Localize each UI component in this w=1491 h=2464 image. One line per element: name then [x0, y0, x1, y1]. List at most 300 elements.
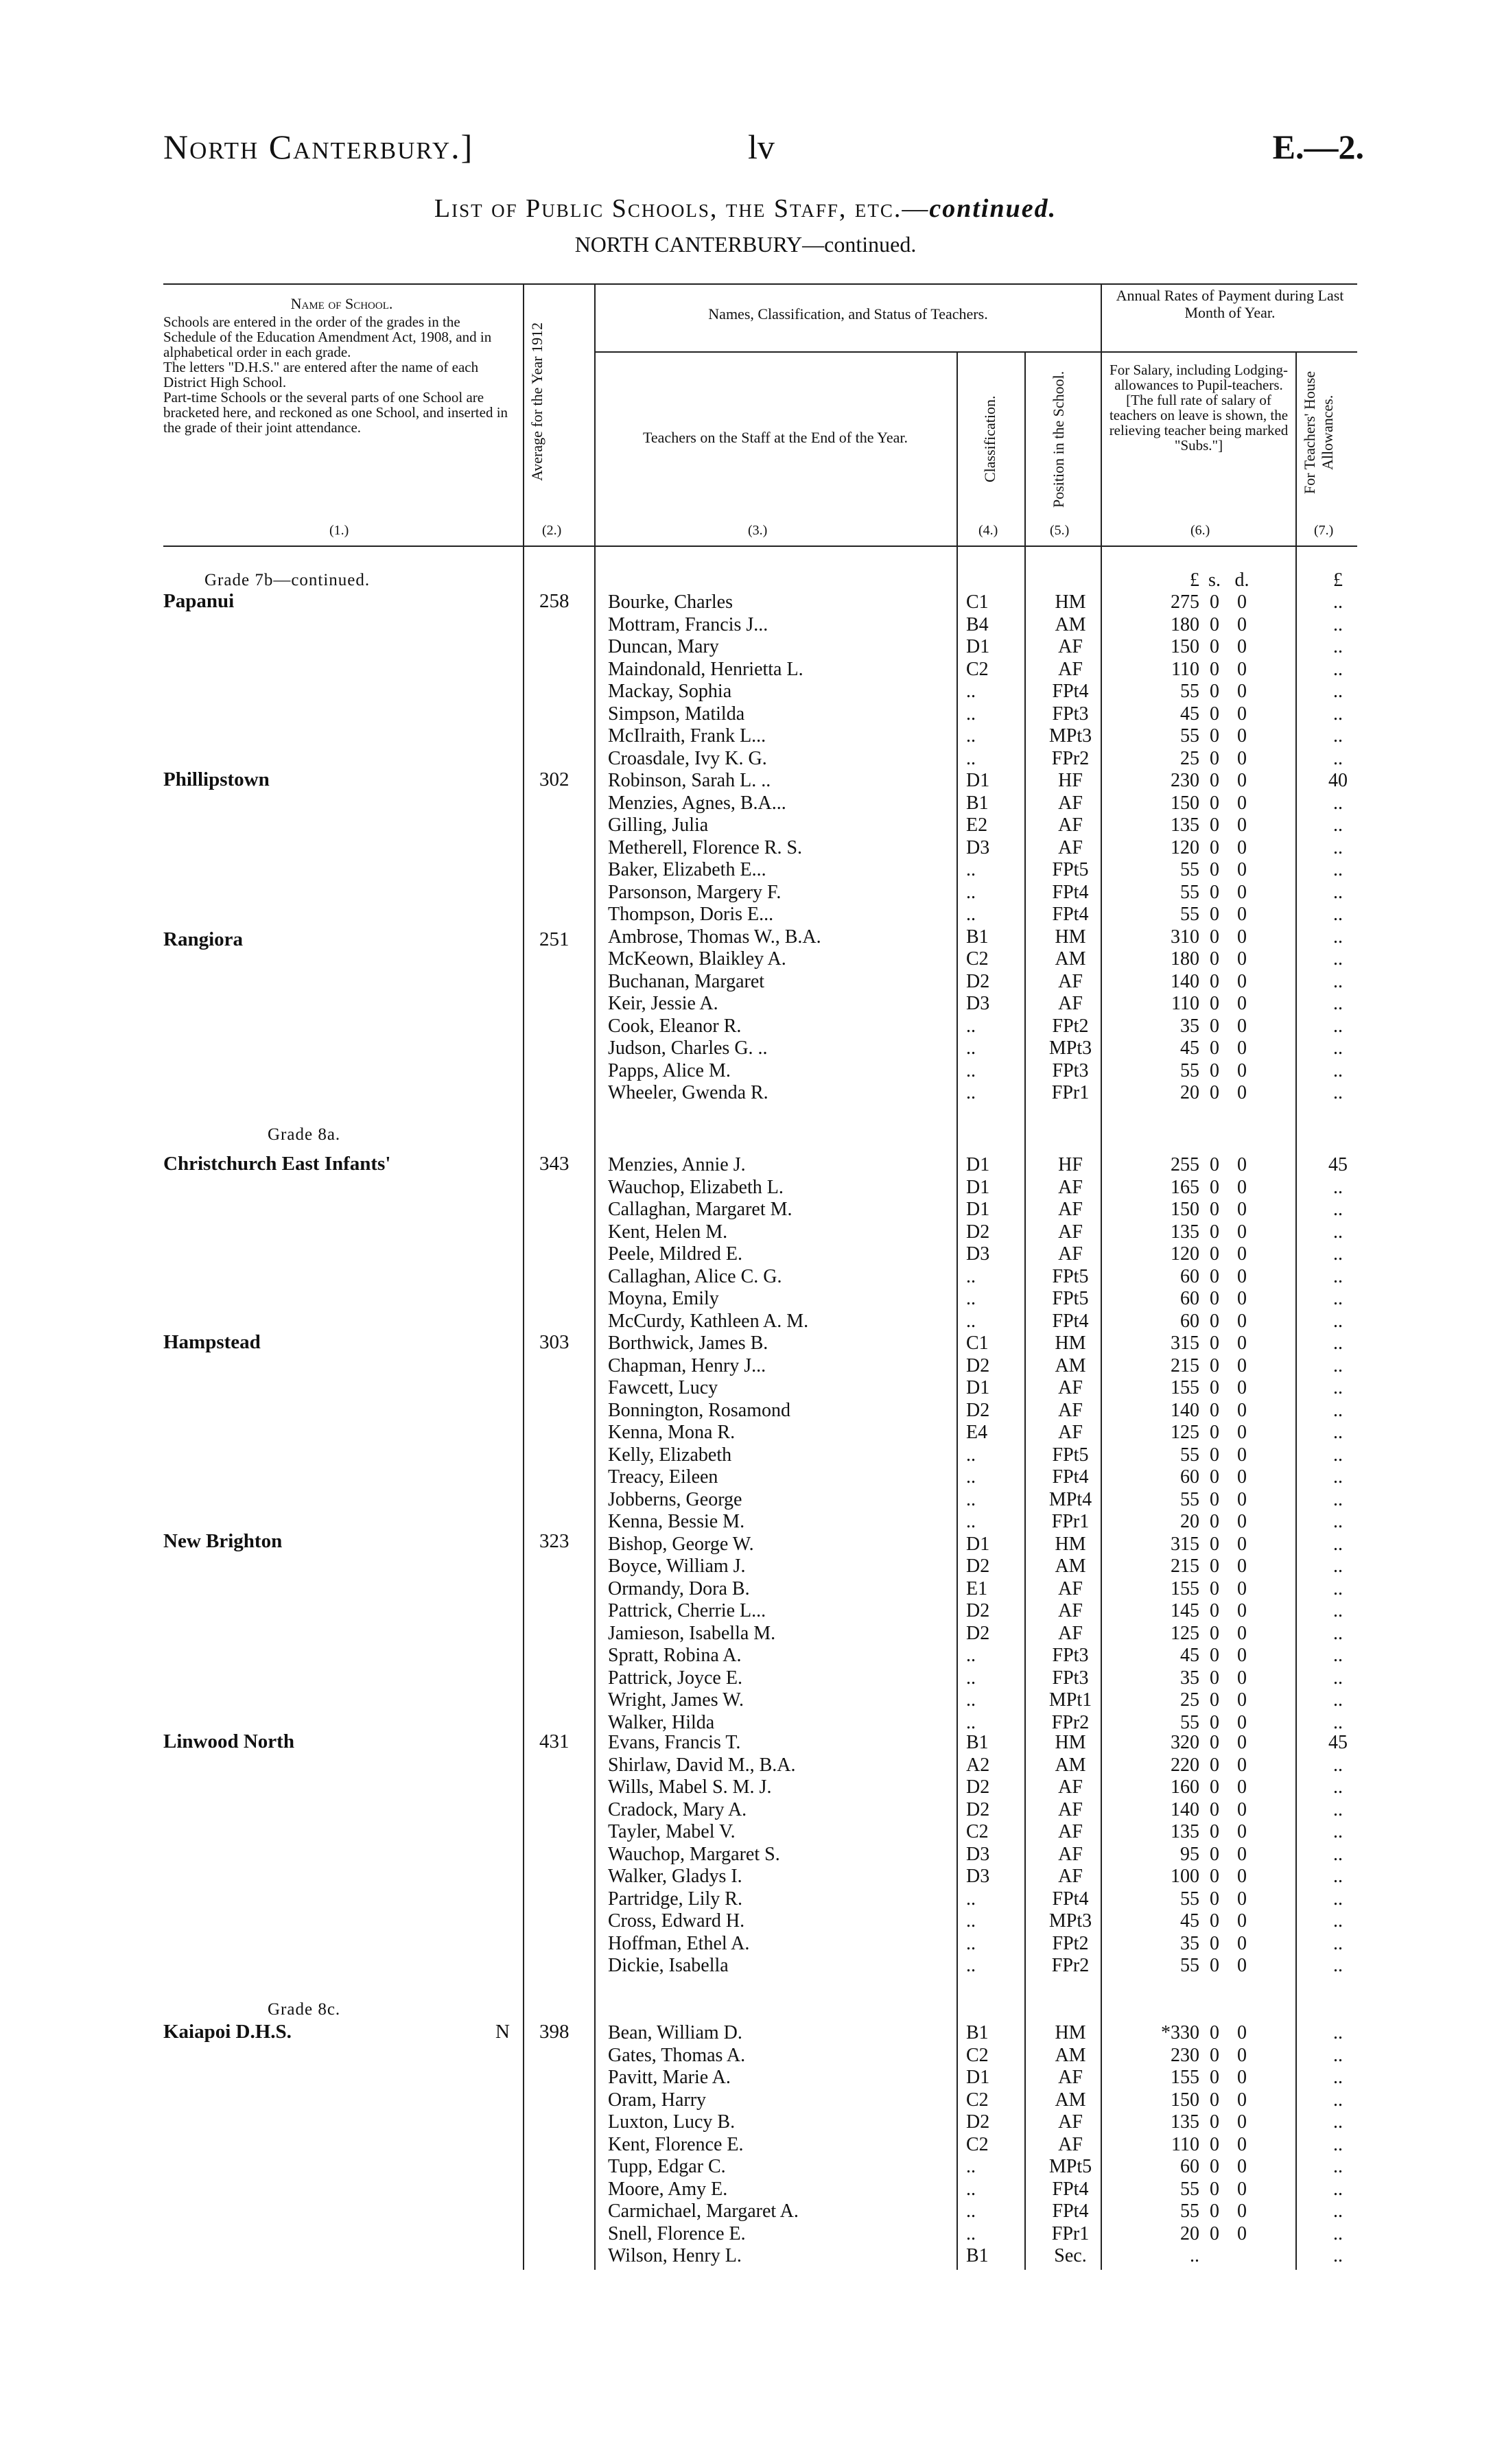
teacher-row: [0, 1060, 1491, 1082]
teacher-position: HM: [1055, 926, 1086, 948]
salary-shillings: 0: [1210, 681, 1219, 702]
teacher-row: [0, 591, 1491, 613]
teacher-name: Snell, Florence E.: [608, 2223, 746, 2244]
teacher-row: [0, 1556, 1491, 1577]
teacher-classification: ..: [966, 1667, 976, 1689]
teacher-row: [0, 2134, 1491, 2156]
teacher-position: FPt4: [1052, 1466, 1089, 1488]
teacher-name: Wills, Mabel S. M. J.: [608, 1776, 772, 1798]
house-allowance: ..: [1333, 2022, 1343, 2043]
salary-pence: 0: [1237, 859, 1247, 880]
salary-pence: 0: [1237, 2201, 1247, 2222]
teacher-classification: D2: [966, 2111, 990, 2133]
salary-pounds: 150: [1171, 793, 1199, 814]
salary-pounds: 25: [1180, 748, 1199, 769]
salary-pounds: *330: [1161, 2022, 1199, 2043]
teacher-position: FPt5: [1052, 859, 1089, 880]
teacher-name: Boyce, William J.: [608, 1556, 746, 1577]
teacher-classification: D2: [966, 1355, 990, 1376]
rates-group-rule: [1101, 351, 1357, 353]
house-allowance: ..: [1333, 1016, 1343, 1037]
salary-pence: 0: [1237, 1199, 1247, 1220]
teacher-name: Cradock, Mary A.: [608, 1799, 747, 1820]
salary-pence: 0: [1237, 681, 1247, 702]
teacher-classification: B4: [966, 614, 989, 635]
school-average: 323: [539, 1530, 570, 1552]
teacher-row: [0, 1712, 1491, 1734]
school-average: 302: [539, 768, 570, 790]
salary-pence: 0: [1237, 1955, 1247, 1976]
house-allowance: ..: [1333, 1060, 1343, 1081]
salary-pounds: 55: [1180, 1060, 1199, 1081]
house-allowance: ..: [1333, 1755, 1343, 1776]
teacher-classification: ..: [966, 748, 976, 769]
teacher-position: MPt3: [1048, 1910, 1092, 1932]
teacher-position: MPt1: [1048, 1689, 1092, 1711]
house-allowance: ..: [1333, 1199, 1343, 1220]
salary-shillings: 0: [1210, 1910, 1219, 1932]
salary-shillings: 0: [1210, 591, 1219, 613]
teacher-classification: ..: [966, 1444, 976, 1466]
salary-pence: 0: [1237, 1082, 1247, 1103]
house-allowance: ..: [1333, 1422, 1343, 1443]
teacher-row: [0, 1732, 1491, 1754]
teacher-row: [0, 1082, 1491, 1104]
teacher-row: [0, 2245, 1491, 2267]
teacher-classification: D2: [966, 1556, 990, 1577]
house-allowance: ..: [1333, 2067, 1343, 2088]
teacher-row: [0, 1466, 1491, 1488]
teacher-row: [0, 725, 1491, 747]
salary-pence: 0: [1237, 1776, 1247, 1798]
salary-pence: 0: [1237, 770, 1247, 791]
teacher-position: FPt4: [1052, 1888, 1089, 1910]
page-title: List of Public Schools, the Staff, etc.—continued.: [434, 194, 1057, 223]
teacher-classification: ..: [966, 1266, 976, 1287]
salary-shillings: 0: [1210, 1333, 1219, 1354]
teacher-name: Walker, Hilda: [608, 1712, 715, 1733]
salary-shillings: 0: [1210, 904, 1219, 925]
teacher-position: AF: [1058, 793, 1083, 814]
salary-pounds: 155: [1171, 1377, 1199, 1398]
salary-shillings: 0: [1210, 1037, 1219, 1059]
salary-pence: 0: [1237, 1732, 1247, 1753]
teacher-row: [0, 1600, 1491, 1622]
teacher-position: FPt3: [1052, 1060, 1089, 1081]
salary-shillings: 0: [1210, 2201, 1219, 2222]
salary-pence: 0: [1237, 1511, 1247, 1532]
teacher-name: Tayler, Mabel V.: [608, 1821, 736, 1842]
teacher-position: FPt4: [1052, 904, 1089, 925]
teacher-classification: D2: [966, 971, 990, 992]
salary-shillings: 0: [1210, 1776, 1219, 1798]
salary-shillings: 0: [1210, 926, 1219, 948]
teacher-classification: B1: [966, 2022, 989, 2043]
salary-shillings: 0: [1210, 748, 1219, 769]
salary-pence: 0: [1237, 1689, 1247, 1711]
teacher-row: [0, 1016, 1491, 1037]
teacher-row: [0, 1221, 1491, 1243]
teacher-name: Callaghan, Margaret M.: [608, 1199, 793, 1220]
salary-pence: 0: [1237, 1466, 1247, 1488]
salary-pence: 0: [1237, 1422, 1247, 1443]
teacher-name: Gates, Thomas A.: [608, 2045, 746, 2066]
grade-label: Grade 8a.: [268, 1125, 341, 1144]
teacher-row: [0, 1667, 1491, 1689]
salary-shillings: 0: [1210, 1311, 1219, 1332]
house-allowance: ..: [1333, 1243, 1343, 1265]
teacher-classification: D3: [966, 1866, 990, 1887]
salary-pounds: 55: [1180, 681, 1199, 702]
teacher-position: FPt3: [1052, 1667, 1089, 1689]
teacher-position: AF: [1058, 1199, 1083, 1220]
teacher-classification: D3: [966, 837, 990, 858]
teacher-name: Hoffman, Ethel A.: [608, 1933, 750, 1954]
teacher-name: Kelly, Elizabeth: [608, 1444, 732, 1466]
teacher-position: AM: [1055, 948, 1086, 970]
teacher-name: Moyna, Emily: [608, 1288, 719, 1309]
teacher-classification: ..: [966, 1037, 976, 1059]
house-allowance: ..: [1333, 1333, 1343, 1354]
page-subtitle: NORTH CANTERBURY—continued.: [574, 232, 917, 257]
teacher-classification: B1: [966, 2245, 989, 2266]
teacher-classification: D1: [966, 1177, 990, 1198]
salary-shillings: 0: [1210, 1177, 1219, 1198]
teacher-position: AF: [1058, 1177, 1083, 1198]
teacher-position: AF: [1058, 1844, 1083, 1865]
salary-shillings: 0: [1210, 725, 1219, 747]
salary-pounds: 60: [1180, 1288, 1199, 1309]
column-number: (7.): [1314, 523, 1334, 538]
teacher-position: FPt4: [1052, 882, 1089, 903]
average-heading: Average for the Year 1912: [528, 322, 545, 481]
house-allowance: ..: [1333, 659, 1343, 680]
salary-pounds: 55: [1180, 725, 1199, 747]
teacher-name: Bishop, George W.: [608, 1534, 754, 1555]
salary-pounds: 25: [1180, 1689, 1199, 1711]
salary-shillings: 0: [1210, 1355, 1219, 1376]
salary-pounds: 45: [1180, 1037, 1199, 1059]
teacher-classification: ..: [966, 1933, 976, 1954]
teacher-classification: ..: [966, 725, 976, 747]
salary-pounds: 135: [1171, 1821, 1199, 1842]
teacher-row: [0, 1355, 1491, 1377]
teacher-name: Keir, Jessie A.: [608, 993, 718, 1014]
teacher-position: HM: [1055, 1732, 1086, 1753]
house-allowance: ..: [1333, 1600, 1343, 1621]
salary-pounds: 60: [1180, 1266, 1199, 1287]
school-name: Linwood North: [163, 1730, 294, 1752]
teacher-classification: D3: [966, 993, 990, 1014]
salary-shillings: 0: [1210, 882, 1219, 903]
teacher-position: AM: [1055, 2089, 1086, 2111]
teacher-name: Kent, Florence E.: [608, 2134, 744, 2155]
salary-shillings: 0: [1210, 1821, 1219, 1842]
salary-pence: 0: [1237, 1355, 1247, 1376]
salary-pounds: 160: [1171, 1776, 1199, 1798]
teacher-classification: ..: [966, 703, 976, 725]
teacher-name: Shirlaw, David M., B.A.: [608, 1755, 796, 1776]
salary-shillings: 0: [1210, 1422, 1219, 1443]
teacher-classification: D1: [966, 636, 990, 657]
house-allowance: ..: [1333, 1866, 1343, 1887]
teacher-row: [0, 1755, 1491, 1776]
house-allowance-heading: For Teachers' House Allowances.: [1301, 371, 1336, 494]
teacher-classification: A2: [966, 1755, 990, 1776]
salary-shillings: 0: [1210, 1082, 1219, 1103]
salary-pence: 0: [1237, 1712, 1247, 1733]
house-allowance: ..: [1333, 1556, 1343, 1577]
teacher-position: AF: [1058, 1776, 1083, 1798]
salary-pence: 0: [1237, 1266, 1247, 1287]
teacher-name: Jobberns, George: [608, 1489, 742, 1510]
salary-pounds: 125: [1171, 1422, 1199, 1443]
teacher-classification: ..: [966, 1645, 976, 1666]
teacher-name: Dickie, Isabella: [608, 1955, 729, 1976]
salary-pounds: 180: [1171, 614, 1199, 635]
house-allowance: ..: [1333, 2201, 1343, 2222]
teacher-position: AF: [1058, 2111, 1083, 2133]
house-allowance: ..: [1333, 703, 1343, 725]
teacher-name: Wauchop, Elizabeth L.: [608, 1177, 784, 1198]
salary-pence: 0: [1237, 2022, 1247, 2043]
salary-pounds: 120: [1171, 1243, 1199, 1265]
salary-pounds: 230: [1171, 770, 1199, 791]
salary-pounds: 20: [1180, 1082, 1199, 1103]
salary-shillings: 0: [1210, 1844, 1219, 1865]
salary-pounds: 255: [1171, 1154, 1199, 1175]
teacher-position: FPt5: [1052, 1288, 1089, 1309]
salary-pence: 0: [1237, 1623, 1247, 1644]
teacher-name: McCurdy, Kathleen A. M.: [608, 1311, 809, 1332]
salary-pence: 0: [1237, 814, 1247, 836]
salary-pence: 0: [1237, 1910, 1247, 1932]
teacher-classification: B1: [966, 793, 989, 814]
teacher-classification: ..: [966, 1311, 976, 1332]
teacher-name: Buchanan, Margaret: [608, 971, 765, 992]
house-allowance: ..: [1333, 2045, 1343, 2066]
school-mark: N: [495, 2021, 510, 2043]
school-name: Christchurch East Infants': [163, 1153, 391, 1175]
salary-shillings: 0: [1210, 2089, 1219, 2111]
house-allowance: ..: [1333, 1776, 1343, 1798]
salary-pounds: 55: [1180, 1444, 1199, 1466]
teacher-position: FPt5: [1052, 1266, 1089, 1287]
salary-shillings: 0: [1210, 2022, 1219, 2043]
teacher-position: AF: [1058, 1600, 1083, 1621]
salary-pounds: 55: [1180, 1888, 1199, 1910]
teacher-classification: C1: [966, 591, 989, 613]
salary-shillings: 0: [1210, 2067, 1219, 2088]
salary-pence: 0: [1237, 1645, 1247, 1666]
teacher-name: Treacy, Eileen: [608, 1466, 718, 1488]
salary-pence: 0: [1237, 2067, 1247, 2088]
teacher-position: AF: [1058, 1377, 1083, 1398]
salary-shillings: 0: [1210, 1060, 1219, 1081]
salary-pence: 0: [1237, 1821, 1247, 1842]
teacher-row: [0, 904, 1491, 926]
teacher-name: Mackay, Sophia: [608, 681, 732, 702]
teacher-classification: D2: [966, 1623, 990, 1644]
teachers-group-heading: Names, Classification, and Status of Teachers.: [708, 305, 988, 322]
salary-pounds: 165: [1171, 1177, 1199, 1198]
teacher-position: HF: [1058, 770, 1083, 791]
salary-shillings: 0: [1210, 837, 1219, 858]
teacher-position: HM: [1055, 591, 1086, 613]
school-average: 251: [539, 928, 570, 950]
house-allowance: ..: [1333, 2111, 1343, 2133]
salary-pence: 0: [1237, 904, 1247, 925]
salary-pounds: 320: [1171, 1732, 1199, 1753]
teacher-row: [0, 681, 1491, 703]
house-allowance: ..: [1333, 1177, 1343, 1198]
teacher-row: [0, 1154, 1491, 1176]
teacher-classification: D2: [966, 1400, 990, 1421]
house-allowance: ..: [1333, 948, 1343, 970]
salary-pence: 0: [1237, 948, 1247, 970]
salary-shillings: 0: [1210, 636, 1219, 657]
house-allowance: ..: [1333, 926, 1343, 948]
salary-pounds: 140: [1171, 1400, 1199, 1421]
teacher-classification: ..: [966, 1689, 976, 1711]
house-allowance: ..: [1333, 1037, 1343, 1059]
teacher-classification: ..: [966, 2156, 976, 2177]
house-allowance: ..: [1333, 904, 1343, 925]
house-allowance: ..: [1333, 1933, 1343, 1954]
salary-pence: 0: [1237, 1444, 1247, 1466]
salary-pounds: 55: [1180, 2179, 1199, 2200]
house-allowance: ..: [1333, 1221, 1343, 1243]
teacher-row: [0, 1689, 1491, 1711]
teacher-position: MPt5: [1048, 2156, 1092, 2177]
salary-pence: 0: [1237, 993, 1247, 1014]
teacher-position: AF: [1058, 1400, 1083, 1421]
salary-pence: 0: [1237, 1221, 1247, 1243]
teacher-position: HM: [1055, 2022, 1086, 2043]
salary-pounds: 55: [1180, 2201, 1199, 2222]
teacher-row: [0, 659, 1491, 681]
table-header-bottom-rule: [163, 545, 1357, 547]
teacher-classification: D2: [966, 1221, 990, 1243]
teacher-row: [0, 948, 1491, 970]
teacher-row: [0, 814, 1491, 836]
salary-shillings: 0: [1210, 1400, 1219, 1421]
salary-pounds: 150: [1171, 2089, 1199, 2111]
salary-pounds: 275: [1171, 591, 1199, 613]
salary-shillings: 0: [1210, 703, 1219, 725]
salary-shillings: 0: [1210, 2179, 1219, 2200]
teacher-position: FPt4: [1052, 681, 1089, 702]
school-name: Hampstead: [163, 1331, 261, 1353]
salary-shillings: 0: [1210, 1888, 1219, 1910]
teacher-position: AM: [1055, 1755, 1086, 1776]
salary-pence: 0: [1237, 1377, 1247, 1398]
teacher-position: FPr1: [1051, 2223, 1090, 2244]
teacher-row: [0, 1910, 1491, 1932]
house-allowance: ..: [1333, 993, 1343, 1014]
salary-pence: 0: [1237, 793, 1247, 814]
salary-pence: 0: [1237, 1154, 1247, 1175]
salary-pounds: 215: [1171, 1556, 1199, 1577]
column-number: (3.): [748, 523, 768, 538]
teacher-classification: ..: [966, 1466, 976, 1488]
house-allowance: ..: [1333, 1955, 1343, 1976]
salary-pence: 0: [1237, 2134, 1247, 2155]
teacher-position: FPt4: [1052, 2201, 1089, 2222]
teacher-name: Mottram, Francis J...: [608, 614, 768, 635]
teacher-classification: B1: [966, 1732, 989, 1753]
teacher-name: Cook, Eleanor R.: [608, 1016, 742, 1037]
teacher-row: [0, 703, 1491, 725]
salary-pounds: 315: [1171, 1534, 1199, 1555]
salary-pounds: 60: [1180, 2156, 1199, 2177]
house-allowance: ..: [1333, 2134, 1343, 2155]
name-of-school-note: Schools are entered in the order of the grades in the Schedule of the Education Amendment Act, 1908, and in alphabetical order in each grade. The letters "D.H.S." are entered after the name of each District High School. Part-time Schools or the several parts of one School are bracketed here, and reckoned as one School, and inserted in the grade of their joint attendance.: [163, 314, 508, 436]
salary-pounds: ..: [1190, 2245, 1199, 2266]
teacher-classification: D1: [966, 1154, 990, 1175]
page-number: lv: [748, 128, 775, 166]
teacher-name: Baker, Elizabeth E...: [608, 859, 766, 880]
salary-pounds: 35: [1180, 1933, 1199, 1954]
house-allowance: ..: [1333, 1511, 1343, 1532]
house-allowance: ..: [1333, 1082, 1343, 1103]
salary-shillings: 0: [1210, 1689, 1219, 1711]
salary-shillings: 0: [1210, 1221, 1219, 1243]
teacher-classification: ..: [966, 1016, 976, 1037]
salary-pence: 0: [1237, 1799, 1247, 1820]
teacher-row: [0, 926, 1491, 948]
teacher-row: [0, 2045, 1491, 2067]
teacher-row: [0, 2223, 1491, 2245]
house-allowance: ..: [1333, 1689, 1343, 1711]
teacher-position: AF: [1058, 2134, 1083, 2155]
teacher-name: Oram, Harry: [608, 2089, 707, 2111]
teacher-name: Thompson, Doris E...: [608, 904, 774, 925]
teacher-name: Kenna, Mona R.: [608, 1422, 736, 1443]
teacher-name: Evans, Francis T.: [608, 1732, 741, 1753]
teacher-classification: D2: [966, 1600, 990, 1621]
school-average: 303: [539, 1331, 570, 1353]
salary-shillings: 0: [1210, 1243, 1219, 1265]
teacher-name: Bonnington, Rosamond: [608, 1400, 791, 1421]
salary-pounds: 155: [1171, 1578, 1199, 1599]
teacher-position: AF: [1058, 814, 1083, 836]
teacher-position: AM: [1055, 1355, 1086, 1376]
house-allowance: 45: [1328, 1154, 1348, 1175]
salary-shillings: 0: [1210, 1799, 1219, 1820]
salary-pence: 0: [1237, 1333, 1247, 1354]
teacher-name: Chapman, Henry J...: [608, 1355, 766, 1376]
teacher-name: Robinson, Sarah L. ..: [608, 770, 771, 791]
salary-pounds: 140: [1171, 971, 1199, 992]
teacher-classification: ..: [966, 904, 976, 925]
teacher-position: MPt4: [1048, 1489, 1092, 1510]
grade-label: Grade 8c.: [268, 2000, 341, 2019]
teacher-classification: ..: [966, 1910, 976, 1932]
teacher-name: Spratt, Robina A.: [608, 1645, 742, 1666]
house-allowance: ..: [1333, 1578, 1343, 1599]
teacher-row: [0, 1489, 1491, 1511]
salary-pounds: 45: [1180, 703, 1199, 725]
teacher-position: FPt4: [1052, 1311, 1089, 1332]
teacher-classification: C1: [966, 1333, 989, 1354]
teacher-classification: E4: [966, 1422, 988, 1443]
currency-units: £ s. d. £: [1190, 570, 1343, 591]
house-allowance: ..: [1333, 1466, 1343, 1488]
teacher-row: [0, 882, 1491, 904]
salary-pence: 0: [1237, 748, 1247, 769]
teacher-row: [0, 1776, 1491, 1798]
